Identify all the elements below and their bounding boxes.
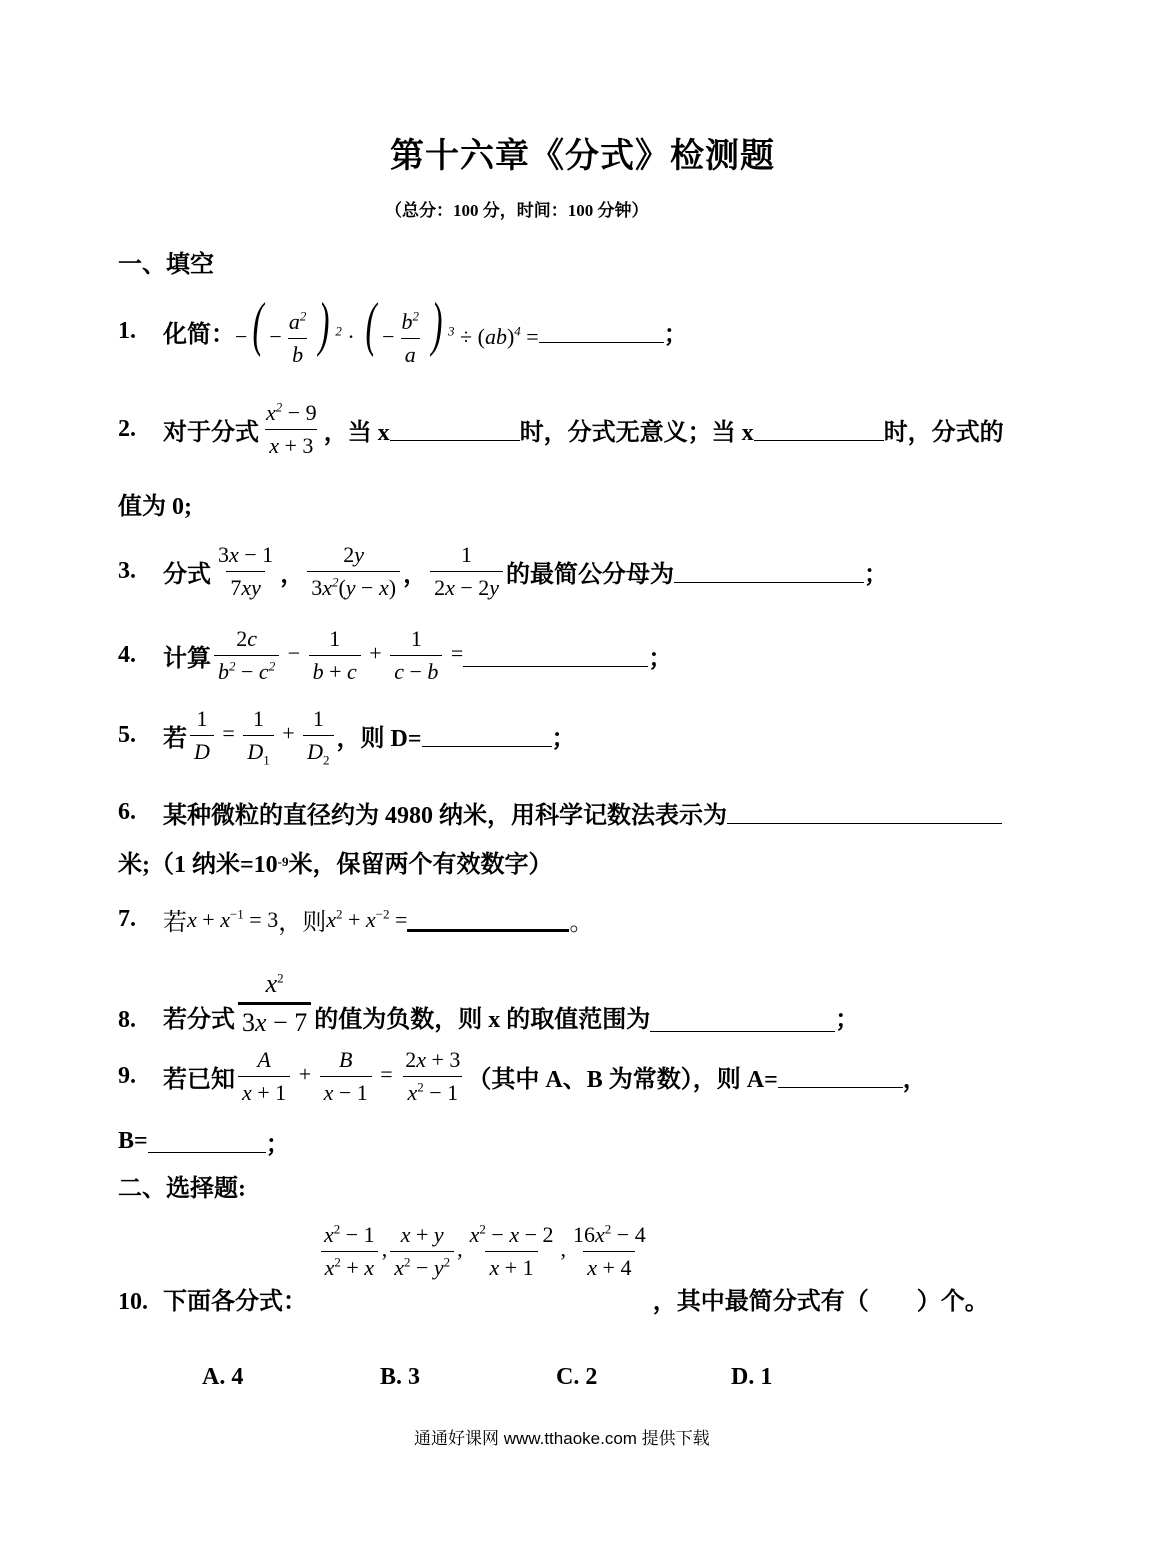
section-choice-heading: 二、选择题: xyxy=(118,1176,246,1202)
math-expression: $x + x^{-1} = 3$ xyxy=(187,906,279,932)
math-expression: $\frac{2y}{3x^2(y - x)}$ xyxy=(304,542,403,601)
question-number: 6. xyxy=(118,799,136,825)
question-number: 9. xyxy=(118,1062,136,1089)
question-1: 1. 化简： −( − $\frac{a^2}{b}$ ) $^2$ · ( − $\frac{b^2}{a}$ ) $^3$ ÷ (ab)$^4$ = ； xyxy=(118,290,688,368)
question-6-continued: 米;（1 纳米=10 -9 米，保留两个有效数字） xyxy=(118,852,553,878)
answer-blank[interactable] xyxy=(407,907,569,932)
question-number: 10. xyxy=(118,1289,148,1315)
question-text: 化简： xyxy=(163,321,235,348)
question-8: 8. 若分式 $\frac{x^2}{3x - 7}$ 的值为负数，则 x 的取值范围为 ； xyxy=(118,969,860,1037)
question-number: 5. xyxy=(118,721,136,748)
question-number: 3. xyxy=(118,557,136,584)
answer-blank[interactable] xyxy=(778,1065,903,1088)
answer-blank[interactable] xyxy=(422,724,552,747)
question-7: 7. 若 $x + x^{-1} = 3$ ，则 $x^2 + x^{-2}$ = 。 xyxy=(118,906,594,936)
question-number: 4. xyxy=(118,641,136,668)
answer-blank[interactable] xyxy=(539,320,664,343)
math-expression: $\frac{x^2 - 1}{x^2 + x}$ , $\frac{x + y}{x^2 - y^2}$ , $\frac{x^2 - x - 2}{x + 1}$ , $\frac{16x^2 - 4}{x + 4}$ xyxy=(317,1222,653,1281)
question-2-continued: 值为 0; xyxy=(118,494,192,520)
question-number: 7. xyxy=(118,906,136,932)
option-a[interactable]: A. 4 xyxy=(202,1364,244,1390)
option-b[interactable]: B. 3 xyxy=(380,1364,421,1390)
question-5: 5. 若 $\frac{1}{D}$ = $\frac{1}{D_1}$ + $\frac{1}{D_2}$ ，则 D= ； xyxy=(118,705,576,767)
math-expression: $\frac{3x - 1}{7xy}$ xyxy=(218,541,274,600)
question-2: 2. 对于分式 $\frac{x^2 - 9}{x + 3}$ ，当 x 时，分式无意义；当 x 时，分式的 xyxy=(118,399,1004,458)
answer-blank[interactable] xyxy=(727,801,1002,824)
option-c[interactable]: C. 2 xyxy=(556,1364,598,1390)
question-4: 4. 计算 $\frac{2c}{b^2 - c^2}$ − $\frac{1}{b + c}$ + $\frac{1}{c - b}$ = ； xyxy=(118,625,673,684)
page-title: 第十六章《分式》检测题 xyxy=(390,138,775,175)
math-expression: $\frac{1}{2x - 2y}$ xyxy=(427,542,506,601)
page-subtitle: （总分：100 分，时间：100 分钟） xyxy=(385,201,649,220)
question-9: 9. 若已知 $\frac{A}{x + 1}$ + $\frac{B}{x - 1}$ = $\frac{2x + 3}{x^2 - 1}$ （其中 A、B 为常数），则 A= ， xyxy=(118,1046,927,1105)
option-d[interactable]: D. 1 xyxy=(731,1364,773,1390)
math-expression: $x^2 + x^{-2}$ = xyxy=(326,906,408,932)
answer-blank[interactable] xyxy=(674,560,864,583)
math-expression: $\frac{x^2 - 9}{x + 3}$ xyxy=(266,399,317,458)
answer-blank[interactable] xyxy=(463,644,648,667)
question-number: 2. xyxy=(118,415,136,442)
math-expression: $\frac{1}{D}$ = $\frac{1}{D_1}$ + $\frac{1}{D_2}$ xyxy=(187,706,337,765)
answer-blank[interactable] xyxy=(754,418,884,441)
question-10: 10. 下面各分式： $\frac{x^2 - 1}{x^2 + x}$ , $\frac{x + y}{x^2 - y^2}$ , $\frac{x^2 - x - 2}{x + 1}$ , $\frac{16x^2 - 4}{x + 4}$ ，其中最简分式有（ ）个。 xyxy=(118,1220,989,1320)
math-expression: $\frac{x^2}{3x - 7}$ xyxy=(238,969,311,1038)
math-expression: −( − $\frac{a^2}{b}$ ) $^2$ · ( − $\frac{b^2}{a}$ ) $^3$ ÷ (ab)$^4$ = xyxy=(235,290,539,368)
math-expression: $\frac{2c}{b^2 - c^2}$ − $\frac{1}{b + c}$ + $\frac{1}{c - b}$ = xyxy=(211,626,463,685)
question-number: 1. xyxy=(118,317,136,344)
section-fill-blank-heading: 一、填空 xyxy=(118,252,214,278)
question-number: 8. xyxy=(118,1007,136,1033)
math-expression: $\frac{A}{x + 1}$ + $\frac{B}{x - 1}$ = $\frac{2x + 3}{x^2 - 1}$ xyxy=(235,1047,467,1106)
question-3: 3. 分式 $\frac{3x - 1}{7xy}$ ， $\frac{2y}{3x^2(y - x)}$ ， $\frac{1}{2x - 2y}$ 的最简公分母为 ； xyxy=(118,541,889,600)
footer-credit: 通通好课网 www.tthaoke.com 提供下载 xyxy=(414,1429,710,1448)
answer-blank[interactable] xyxy=(650,1009,835,1032)
answer-blank[interactable] xyxy=(390,418,520,441)
question-6: 6. 某种微粒的直径约为 4980 纳米，用科学记数法表示为 xyxy=(118,795,1002,830)
question-9-continued: B= ； xyxy=(118,1128,290,1158)
answer-blank[interactable] xyxy=(148,1130,266,1153)
